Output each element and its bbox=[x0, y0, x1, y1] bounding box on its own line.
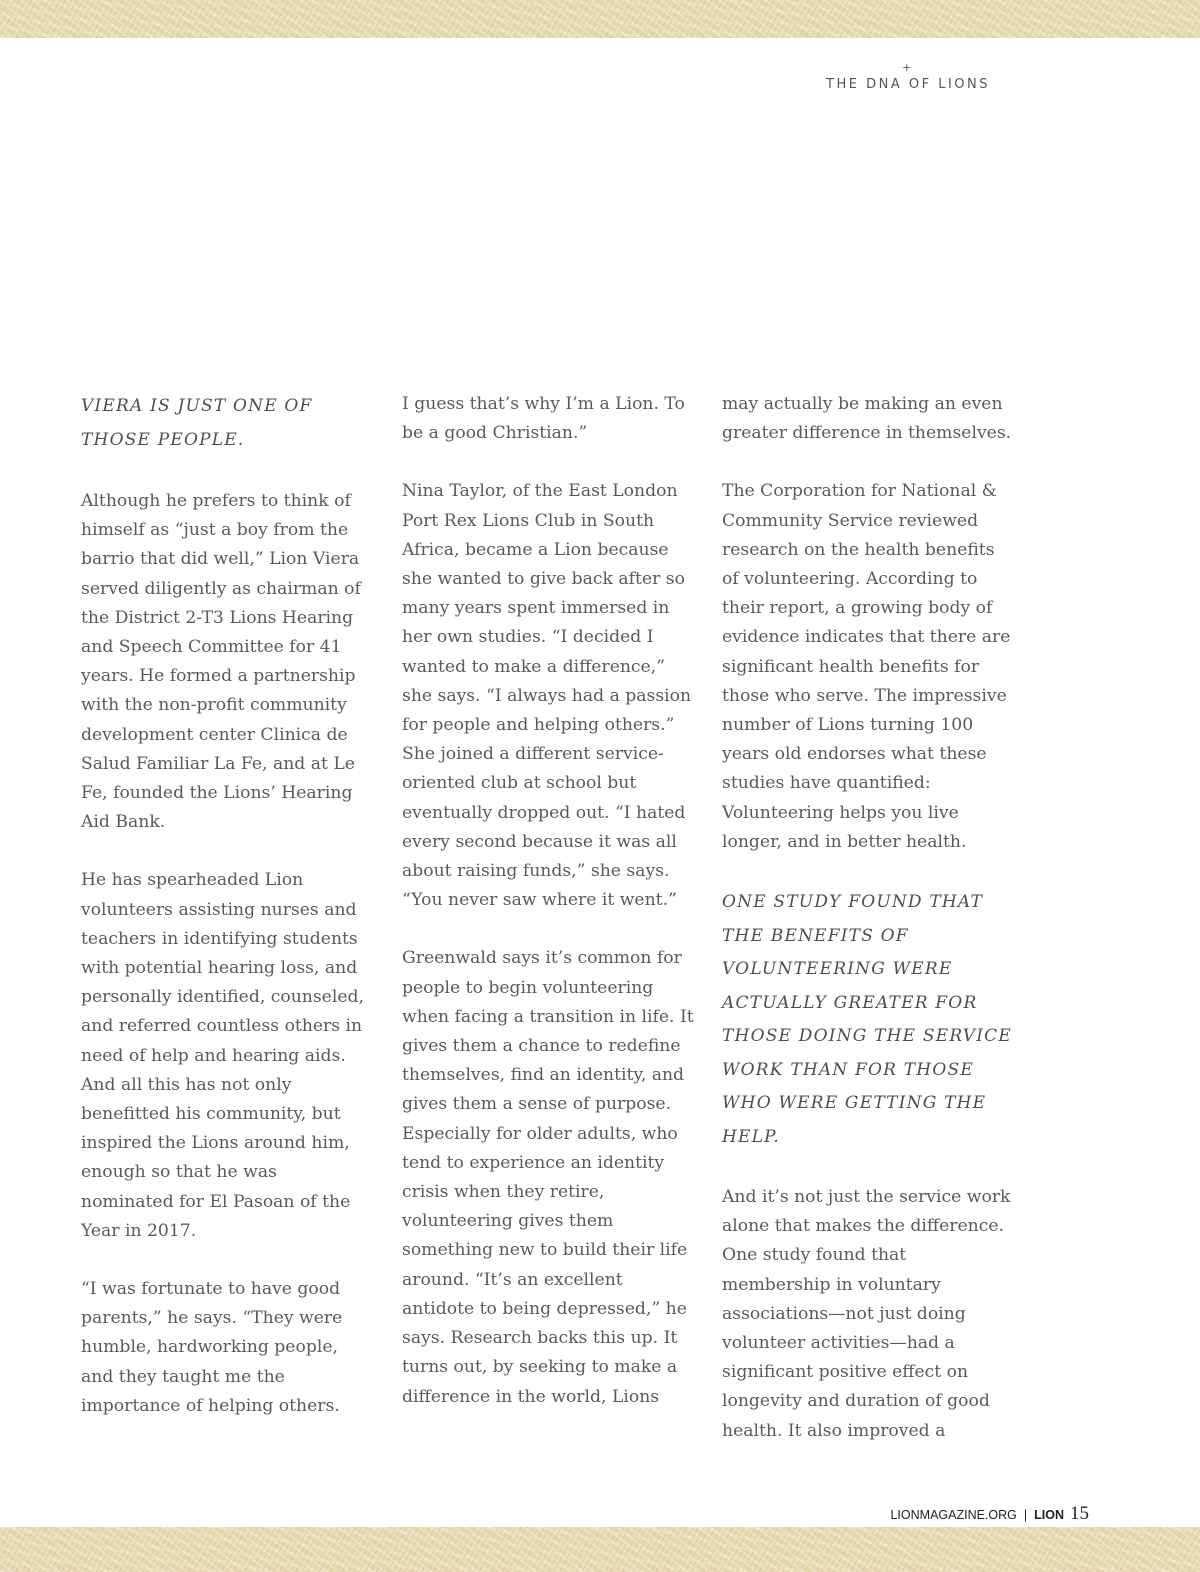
paragraph: And it’s not just the service work alone that makes the difference. One study found that membership in voluntary associations—not just doing volunteer activities—had a significant positive effect on longevity and duration of good health. It also improved a bbox=[722, 1187, 1011, 1441]
article-column-3 bbox=[722, 390, 1014, 1475]
footer-separator: | bbox=[1023, 1508, 1028, 1522]
decorative-bottom-band bbox=[0, 1527, 1200, 1572]
footer-website: LIONMAGAZINE.ORG bbox=[890, 1508, 1017, 1522]
article-column-2 bbox=[402, 390, 694, 1441]
paragraph: He has spearheaded Lion volunteers assisting nurses and teachers in identifying students with potential hearing loss, and personally identified, counseled, and referred countless others in need of help and hearing aids. And all this has not only benefitted his community, but inspired the Lions around him, enough so that he was nominated for El Pasoan of the Year in 2017. bbox=[81, 870, 364, 1241]
pull-quote: ONE STUDY FOUND THAT THE BENEFITS OF VOLUNTEERING WERE ACTUALLY GREATER FOR THOSE DOING THE SERVICE WORK THAN FOR THOSE WHO WERE GETTING THE HELP. bbox=[722, 892, 1012, 1147]
paragraph: Greenwald says it’s common for people to begin volunteering when facing a transition in life. It gives them a chance to redefine themselves, find an identity, and gives them a sense of purpose. Especially for older adults, who tend to experience an identity crisis when they retire, volunteering gives them something new to build their life around. “It’s an excellent antidote to being depressed,” he says. Research backs this up. It turns out, by seeking to make a difference in the world, Lions bbox=[402, 948, 694, 1407]
paragraph: may actually be making an even greater difference in themselves. bbox=[722, 394, 1012, 444]
page-number: 15 bbox=[1070, 1503, 1089, 1524]
footer-brand: LION bbox=[1034, 1508, 1064, 1522]
paragraph: Nina Taylor, of the East London Port Rex Lions Club in South Africa, became a Lion because she wanted to give back after so many years spent immersed in her own studies. “I decided I wanted to make a difference,” she says. “I always had a passion for people and helping others.” She joined a different service-oriented club at school but eventually dropped out. “I hated every second because it was all about raising funds,” she says. “You never saw where it went.” bbox=[402, 481, 692, 911]
page-footer bbox=[890, 1503, 1089, 1525]
paragraph: “I was fortunate to have good parents,” he says. “They were humble, hardworking people, and they taught me the importance of helping others. bbox=[81, 1279, 343, 1416]
article-column-1 bbox=[81, 390, 373, 1450]
decorative-top-band bbox=[0, 0, 1200, 38]
section-title: THE DNA OF LIONS bbox=[826, 77, 990, 92]
paragraph: Although he prefers to think of himself as “just a boy from the barrio that did well,” Lion Viera served diligently as chairman of the District 2-T3 Lions Hearing and Speech Committee for 41 years. He formed a partnership with the non-profit community development center Clinica de Salud Familiar La Fe, and at Le Fe, founded the Lions’ Hearing Aid Bank. bbox=[81, 491, 361, 833]
pull-quote: VIERA IS JUST ONE OF THOSE PEOPLE. bbox=[81, 396, 313, 450]
paragraph: The Corporation for National & Community Service reviewed research on the health benefits of volunteering. According to their report, a growing body of evidence indicates that there are significant health benefits for those who serve. The impressive number of Lions turning 100 years old endorses what these studies have quantified: Volunteering helps you live longer, and in better health. bbox=[722, 481, 1011, 852]
paragraph: I guess that’s why I’m a Lion. To be a good Christian.” bbox=[402, 394, 685, 444]
section-label bbox=[826, 62, 990, 92]
ornament-plus-icon: + bbox=[902, 61, 914, 74]
